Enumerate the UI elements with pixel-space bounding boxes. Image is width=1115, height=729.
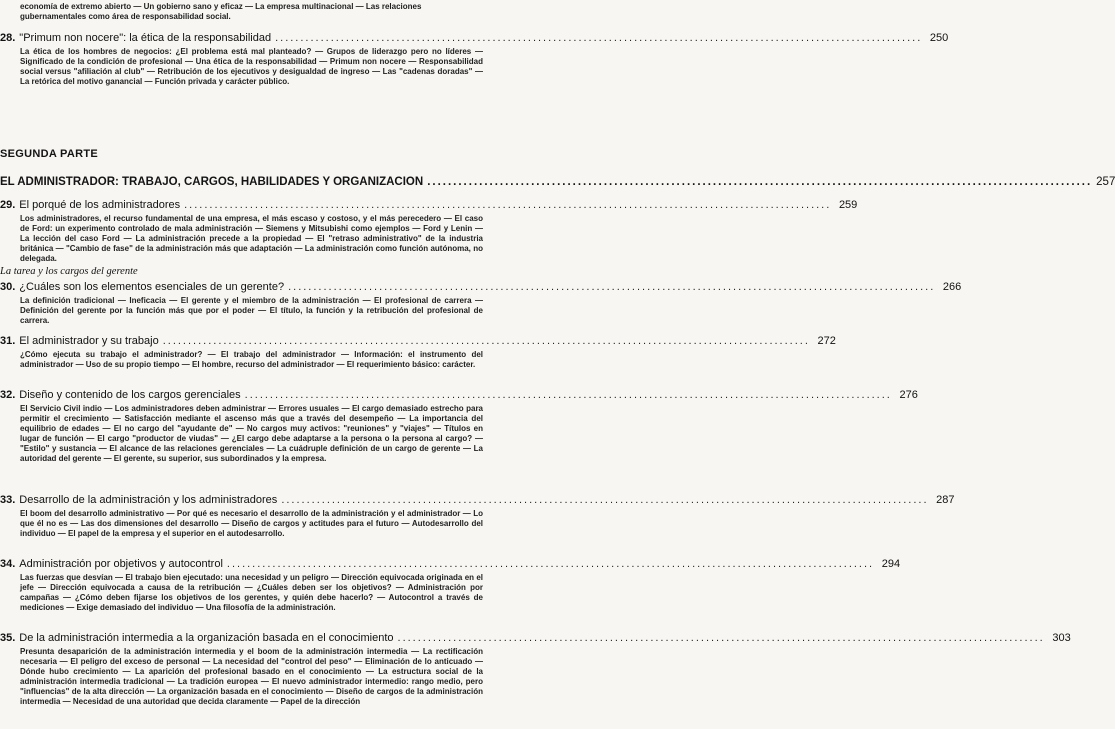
page-number: 294	[881, 558, 901, 570]
leader-dots: ................................................................................................................................	[275, 32, 923, 44]
chapter-number: 31.	[0, 335, 16, 347]
toc-entry-heading	[0, 632, 1071, 645]
chapter-title: Administración por objetivos y autocontrol	[19, 558, 223, 570]
toc-entry-heading	[0, 32, 949, 45]
toc-entry-31	[0, 335, 836, 370]
chapter-number: 32.	[0, 389, 16, 401]
toc-entry-30	[0, 281, 962, 326]
page-number: 272	[817, 335, 836, 347]
chapter-number: 35.	[0, 632, 16, 644]
chapter-summary: ¿Cómo ejecuta su trabajo el administrador? — El trabajo del administrador — Información: el instrumento del administrador — Uso de su propio tiempo — El hombre, recurso del administrador — El requerimiento básico: carácter.	[20, 350, 483, 369]
chapter-summary: Las fuerzas que desvían — El trabajo bien ejecutado: una necesidad y un peligro — Dirección equivocada originada en el jefe — Dirección equivocada a causa de la retribución — ¿Cuáles deben ser los objetivos? — Administración por campañas — ¿Cómo deben fijarse los objetivos de los gerentes, y quién debe hacerlo? — Autocontrol a través de mediciones — Exige demasiado del individuo — Una filosofía de la administración.	[20, 573, 483, 612]
chapter-title: De la administración intermedia a la organización basada en el conocimiento	[19, 632, 394, 644]
chapter-number: 34.	[0, 558, 16, 570]
chapter-title: El porqué de los administradores	[19, 199, 181, 211]
leader-dots: ................................................................................................................................	[162, 335, 810, 347]
chapter-number: 30.	[0, 281, 16, 293]
leader-dots: ................................................................................................................................	[184, 199, 832, 211]
chapter-summary: Los administradores, el recurso fundamental de una empresa, el más escaso y costoso, y el más perecedero — El caso de Ford: un experimento controlado de mala administración — Siemens y Mitsubishi como ejemplos — Ford y Lenin — La lección del caso Ford — La administración precede a la propiedad — El "retraso administrativo" de la industria británica — "Cambio de fase" de la administración más que adaptación — La administración como función autónoma, no delegada.	[20, 214, 483, 263]
toc-entry-33	[0, 494, 955, 539]
chapter-number: 29.	[0, 199, 16, 211]
chapter-title: "Primum non nocere": la ética de la responsabilidad	[19, 32, 272, 44]
leader-dots: ................................................................................................................................	[397, 632, 1045, 644]
toc-entry-28	[0, 32, 949, 87]
page-number: 287	[936, 494, 955, 506]
leader-dots: ................................................................................................................................	[281, 494, 929, 506]
toc-entry-32	[0, 389, 918, 464]
toc-entry-heading	[0, 494, 955, 507]
continuation-text: economía de extremo abierto — Un gobierno sano y eficaz — La empresa multinacional — Las relaciones gubernamentales como área de responsabilidad social.	[20, 2, 422, 21]
toc-entry-heading	[0, 389, 918, 402]
subsection-title: La tarea y los cargos del gerente	[0, 266, 138, 277]
section-title: EL ADMINISTRADOR: TRABAJO, CARGOS, HABILIDADES Y ORGANIZACION	[0, 176, 424, 188]
page-number: 259	[838, 199, 858, 211]
page-number: 266	[942, 281, 962, 293]
toc-entry-heading	[0, 335, 836, 348]
toc-entry-29	[0, 199, 858, 264]
leader-dots: ................................................................................................................................	[244, 389, 892, 401]
chapter-summary: Presunta desaparición de la administración intermedia y el boom de la administración intermedia — La rectificación necesaria — El peligro del exceso de personal — La necesidad del "control del peso" — Eliminación de lo anticuado — Dónde hubo crecimiento — La aparición del profesional basado en el conocimiento — La estructura social de la administración intermedia tradicional — La tradición europea — El nuevo administrador intermedio: rango medio, pero "influencias" de la alta dirección — La organización basada en el conocimiento — Diseño de cargos de la administración intermedia — Necesidad de una autoridad que decida claramente — Papel de la dirección	[20, 647, 483, 706]
toc-entry-34	[0, 558, 901, 613]
chapter-summary: El Servicio Civil indio — Los administradores deben administrar — Errores usuales — El cargo demasiado estrecho para permitir el crecimiento — Satisfacción mediante el ascenso más que a través del desempeño — La importancia del equilibrio de edades — El no cargo del "ayudante de" — No cargos muy activos: "reuniones" y "viajes" — Títulos en lugar de función — El cargo "productor de viudas" — ¿El cargo debe adaptarse a la persona o la persona al cargo? — "Estilo" y sustancia — El alcance de las relaciones gerenciales — La cuádruple definición de un cargo de gerente — La autoridad del gerente — El gerente, su superior, sus subordinados y la empresa.	[20, 404, 483, 463]
page-number: 250	[929, 32, 949, 44]
chapter-number: 33.	[0, 494, 16, 506]
chapter-title: El administrador y su trabajo	[19, 335, 159, 347]
leader-dots: ................................................................................................................................	[226, 558, 875, 570]
page-number: 276	[899, 389, 918, 401]
chapter-title: ¿Cuáles son los elementos esenciales de un gerente?	[19, 281, 285, 293]
leader-dots: ................................................................................................................................	[288, 281, 936, 293]
chapter-summary: La ética de los hombres de negocios: ¿El problema está mal planteado? — Grupos de liderazgo pero no líderes — Significado de la condición de profesional — Una ética de la responsabilidad — Primum non nocere — Responsabilidad social versus "afiliación al club" — Retribución de los ejecutivos y desigualdad de ingreso — Las "cadenas doradas" — La retórica del motivo ganancial — Función privada y carácter público.	[20, 47, 483, 86]
toc-entry-35	[0, 632, 1071, 707]
part-label: SEGUNDA PARTE	[0, 148, 99, 160]
section-heading	[0, 176, 1115, 188]
toc-entry-heading	[0, 281, 962, 294]
toc-entry-heading	[0, 558, 901, 571]
chapter-summary: El boom del desarrollo administrativo — Por qué es necesario el desarrollo de la administración y el administrador — Lo que él no es — Las dos dimensiones del desarrollo — Diseño de cargos y actitudes para el futuro — Autodesarrollo del individuo — El papel de la empresa y el superior en el autodesarrollo.	[20, 509, 483, 538]
leader-dots: ................................................................................................................................	[427, 176, 1093, 188]
page-number: 303	[1052, 632, 1071, 644]
chapter-title: Diseño y contenido de los cargos gerenciales	[19, 389, 241, 401]
page-number: 257	[1096, 176, 1115, 188]
chapter-number: 28.	[0, 32, 16, 44]
chapter-title: Desarrollo de la administración y los administradores	[19, 494, 278, 506]
toc-entry-heading	[0, 199, 858, 212]
chapter-summary: La definición tradicional — Ineficacia — El gerente y el miembro de la administración — El profesional de carrera — Definición del gerente por la función más que por el poder — El título, la función y la retribución del profesional de carrera.	[20, 296, 483, 325]
